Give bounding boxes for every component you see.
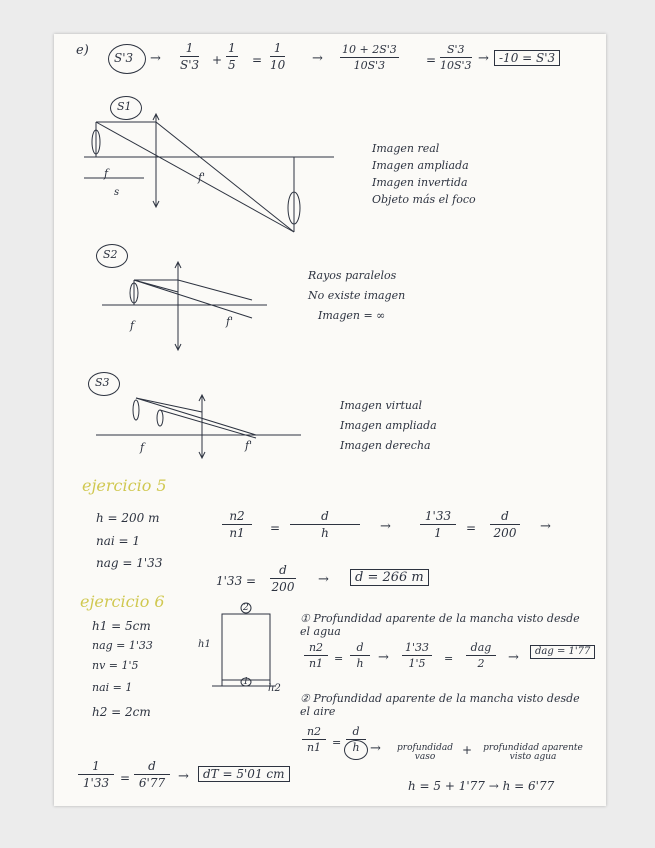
s2-ray-diagram [102, 260, 272, 355]
arrow-glyph: → [150, 51, 161, 66]
h-circle [344, 740, 368, 760]
e6-n-water: nag = 1'33 [92, 639, 153, 652]
s2-note-3: Imagen = ∞ [318, 309, 386, 322]
e5-result-box: d = 266 m [350, 569, 429, 586]
glass-outline [222, 614, 270, 686]
e6-p1-frac-dag: dag 2 [466, 642, 496, 669]
image-shape [133, 400, 139, 420]
s3-note-2: Imagen ampliada [340, 419, 437, 432]
e6-h2: h2 = 2cm [92, 705, 151, 719]
s1-ray-diagram [84, 112, 344, 242]
e6-note-vaso: profundidad vaso [397, 743, 453, 762]
s3-note-1: Imagen virtual [340, 399, 423, 412]
e6-marker-1: 1 [243, 677, 249, 687]
s2-note-2: No existe imagen [308, 289, 406, 302]
e6-sum: h = 5 + 1'77 → h = 6'77 [408, 779, 555, 793]
problem-label: e) [76, 43, 89, 58]
e5-n-water: nag = 1'33 [96, 556, 163, 570]
e6-fig-h1: h1 [198, 639, 211, 650]
e6-marker-2: 2 [243, 603, 249, 613]
s3-prime-label: S'3 [114, 51, 134, 65]
e6-fig-h2: h2 [268, 683, 281, 694]
fraction-combined: $\frac{10 + 2S'3}{10S'3}$ [342, 43, 397, 72]
e6-part2-text: ② Profundidad aparente de la mancha visto desde el aire [300, 692, 580, 719]
e6-p1-frac-n: $\frac{n2}{n1}$ [304, 642, 328, 669]
e5-frac-d-200: $\frac{d}{200}$ [490, 510, 520, 539]
e6-glass-diagram [214, 600, 284, 695]
s1-note-2: Imagen ampliada [372, 159, 469, 172]
s2-f-label: f [130, 319, 135, 332]
e6-p1-result-box: dag = 1'77 [530, 645, 595, 659]
fraction-1-over-s3: $\frac{1}{S'3}$ [180, 41, 200, 72]
s3-f-label: f [140, 441, 145, 454]
e6-part1-text: ① Profundidad aparente de la mancha visto desde el agua [300, 612, 580, 639]
e6-n-glass: nv = 1'5 [92, 659, 139, 672]
result-box-s3: -10 = S'3 [494, 50, 560, 66]
e5-frac-133-1: $\frac{1'33}{1}$ [420, 510, 456, 539]
e5-frac-d-h: $\frac{d}{h}$ [290, 510, 360, 539]
s1-s-label: s [114, 187, 120, 198]
ejercicio-5-header: ejercicio 5 [82, 476, 167, 495]
s1-note-1: Imagen real [372, 142, 440, 155]
e6-note-agua: profundidad aparente visto agua [483, 743, 583, 762]
e5-frac-n2-n1: $\frac{n2}{n1}$ [222, 510, 252, 539]
fraction-1-over-5: $\frac{1}{5}$ [228, 41, 236, 72]
s3-note-3: Imagen derecha [340, 439, 431, 452]
e6-final-frac-2: $\frac{d}{6'77}$ [134, 760, 170, 789]
e6-p1-frac-dh: $\frac{d}{h}$ [350, 642, 370, 669]
s3-label: S3 [95, 376, 110, 389]
e6-p2-frac-dh: $\frac{d}{h}$ [346, 726, 366, 753]
e6-final-result-box: dT = 5'01 cm [198, 766, 290, 782]
e5-frac-d-200b: $\frac{d}{200}$ [271, 563, 295, 594]
s1-label: S1 [117, 100, 132, 113]
object-shape [157, 410, 163, 426]
s3-fprime-label: f' [245, 439, 253, 452]
s2-fprime-label: f' [226, 315, 234, 328]
e5-eq2-lhs: 1'33 = [216, 574, 257, 588]
fraction-s3-over-10s3: $\frac{S'3}{10S'3}$ [440, 43, 472, 72]
e5-h-value: h = 200 m [96, 511, 160, 525]
e6-final-frac-1: $\frac{1}{1'33}$ [78, 760, 114, 789]
e6-n-air: nai = 1 [92, 681, 133, 694]
s1-f-label: f [104, 167, 109, 180]
s1-fprime-label: f' [198, 171, 206, 184]
s1-note-4: Objeto más el foco [372, 193, 476, 206]
e6-h1: h1 = 5cm [92, 619, 151, 633]
e6-p1-frac-133: $\frac{1'33}{1'5}$ [402, 642, 432, 669]
s1-note-3: Imagen invertida [372, 176, 468, 189]
s2-label: S2 [103, 248, 118, 261]
s3-ray-diagram [96, 390, 306, 460]
ejercicio-6-header: ejercicio 6 [80, 592, 165, 611]
e6-p2-frac-n: $\frac{n2}{n1}$ [302, 726, 326, 753]
s2-note-1: Rayos paralelos [308, 269, 397, 282]
fraction-1-over-10: $\frac{1}{10}$ [270, 41, 286, 72]
e5-n-air: nai = 1 [96, 534, 141, 548]
